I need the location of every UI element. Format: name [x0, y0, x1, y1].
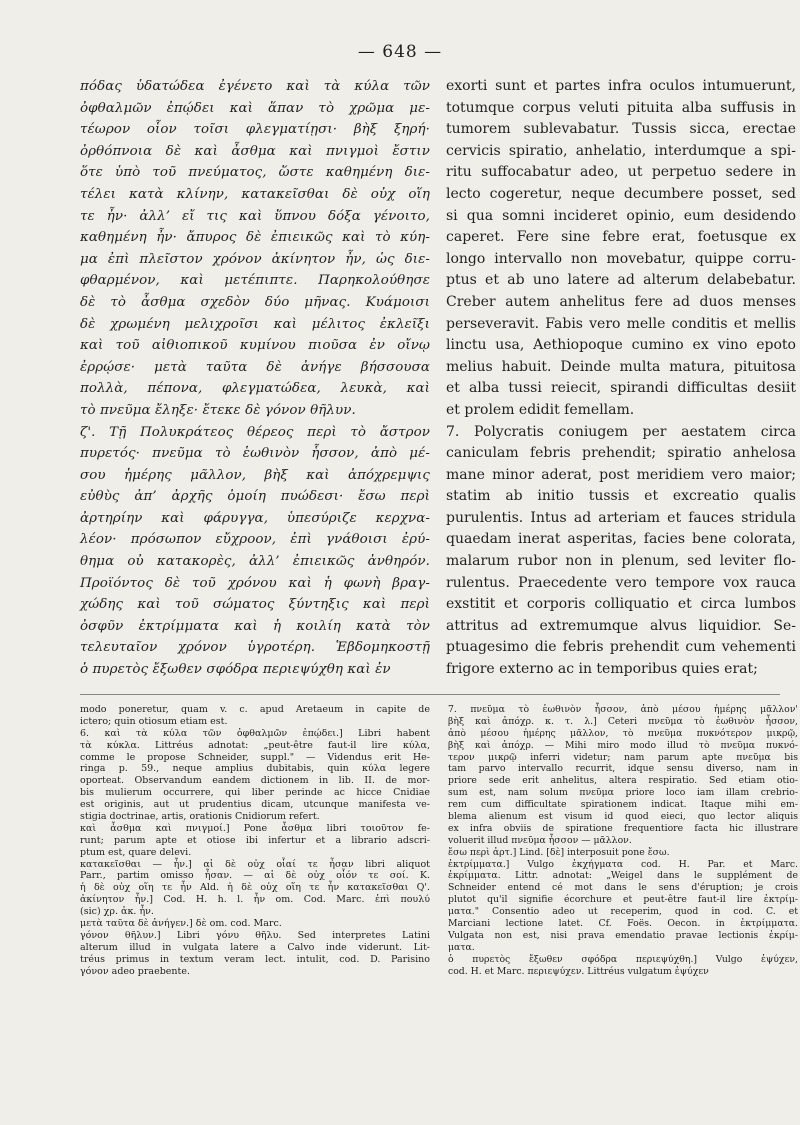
- latin-text-line: Creber autem anhelitus fere ad duos menses: [446, 293, 796, 310]
- greek-text-line: τελευταῖον χρόνον ὑγροτέρη. Ἑβδομηκοστῇ: [80, 640, 430, 656]
- latin-text-line: exstitit et corporis colliquatio et circa lumbos: [446, 596, 796, 613]
- latin-text-line: rulentus. Praecedente vero tempore vox rauca: [446, 574, 796, 591]
- footnote-line: est originis, aut ut prudentius dicam, utcunque manifesta ve-: [80, 799, 430, 811]
- footnote-line: ringa p. 59., neque amplius dubitabis, quin κύλα legere: [80, 763, 430, 775]
- latin-text-line: tumorem sublevabatur. Tussis sicca, erectae: [446, 121, 796, 138]
- footnote-line: βὴξ καὶ ἀπόχρ. κ. τ. λ.] Ceteri πνεῦμα τὸ ἑωθινὸν ἧσσον,: [448, 715, 798, 727]
- latin-text-line: et prolem edidit femellam.: [446, 401, 635, 418]
- greek-text-line: ἐρρῴσε· μετὰ ταῦτα δὲ ἀνήγε βήσσουσα: [80, 359, 430, 375]
- footnote-line: βὴξ καὶ ἀπόχρ. — Mihi miro modo illud τὸ πνεῦμα πυκνό-: [448, 739, 798, 751]
- footnote-line: Parr., partim omisso ἦσαν. — αἱ δὲ οὐχ οἷόν τε σοί. K.: [80, 870, 430, 882]
- footnote-line: γόνον θῆλυν.] Libri γόνυ θῆλυ. Sed interpretes Latini: [80, 929, 430, 941]
- latin-text-line: purulentis. Intus ad arteriam et fauces stridula: [446, 509, 796, 526]
- footnote-line: alterum illud in vulgata latere a Calvo inde viderunt. Lit-: [80, 941, 430, 953]
- footnote-line: Schneider entend cé mot dans le sens d'éruption; je crois: [448, 882, 798, 894]
- footnote-line: ματα." Consentio adeo ut receperim, quod in cod. C. et: [448, 906, 798, 918]
- latin-text-line: exorti sunt et partes infra oculos intumuerunt,: [446, 78, 796, 94]
- page-number: — 648 —: [357, 42, 443, 62]
- footnote-line: ptum est, quare delevi.: [80, 846, 192, 858]
- latin-text-line: lecto cogeretur, neque decumbere posset, sed: [446, 185, 796, 202]
- footnote-line: 7. πνεῦμα τὸ ἑωθινὸν ἧσσον, ἀπὸ μέσου ἡμέρης μᾶλλον': [448, 704, 798, 715]
- greek-text-line: πολλὰ, πέπονα, φλεγματώδεα, λευκὰ, καὶ: [80, 381, 430, 397]
- footnote-line: cod. H. et Marc. περιεψύχεν. Littréus vulgatum ἐψύχεν: [448, 965, 709, 977]
- greek-text-line: ὅτε ὑπὸ τοῦ πνεύματος, ὥστε καθημένη διε-: [80, 165, 430, 181]
- greek-text-line: μα ἐπὶ πλεῖστον χρόνον ἀκίνητον ἦν, ὡς διε-: [80, 251, 430, 267]
- latin-text-line: mane minor aderat, post meridiem vero maior;: [446, 466, 796, 483]
- footnote-line: oporteat. Observandum eandem dictionem in lib. II. de mor-: [80, 775, 430, 787]
- greek-text-line: τε ἦν· ἀλλ’ εἴ τις καὶ ὕπνου δόξα γένοιτο,: [80, 208, 430, 224]
- greek-text-line: τέωρον οἷον τοῖσι φλεγματίῃσι· βὴξ ξηρή·: [80, 122, 430, 138]
- footnote-line: plutot qu'il signifie écorchure et peut-être faut-il lire ἐκτρίμ-: [448, 894, 798, 906]
- greek-text-line: ὀρθόπνοια δὲ καὶ ἆσθμα καὶ πνιγμοὶ ἔστιν: [80, 143, 430, 159]
- footnotes-right-column: [448, 704, 798, 977]
- greek-text-line: εὐθὺς ἀπ’ ἀρχῆς ὁμοίη πυώδεσι· ἔσω περὶ: [80, 489, 430, 505]
- footnote-line: τὰ κύκλα. Littréus adnotat: „peut-être faut-il lire κύλα,: [80, 739, 430, 751]
- greek-text-line: ὁ πυρετὸς ἔξωθεν σφόδρα περιεψύχθη καὶ ἐν: [80, 662, 391, 678]
- greek-text-line: Προϊόντος δὲ τοῦ χρόνου καὶ ἡ φωνὴ βραγ-: [80, 575, 430, 591]
- footnote-line: blema alienum est visum id quod eieci, quo lector aliquis: [448, 811, 798, 823]
- footnote-line: μετὰ ταῦτα δὲ ἀνήγεν.] δὲ om. cod. Marc.: [80, 918, 282, 930]
- footnote-line: καὶ ἆσθμα καὶ πνιγμοί.] Pone ἆσθμα libri τοιοῦτον fe-: [80, 822, 430, 834]
- footnote-line: voluerit illud πνεῦμα ἧσσον — μᾶλλον.: [448, 834, 632, 846]
- footnote-line: 6. καὶ τὰ κύλα τῶν ὀφθαλμῶν ἐπῴδει.] Libri habent: [80, 727, 430, 739]
- latin-text-line: 7. Polycratis coniugem per aestatem circa: [446, 423, 796, 440]
- greek-text-line: φθαρμένον, καὶ μετέπιπτε. Παρηκολούθησε: [80, 273, 430, 289]
- latin-text-line: si qua somni incideret opinio, eum desidendo: [446, 207, 796, 224]
- footnote-line: ἀπὸ μέσου ἡμέρης μᾶλλον, τὸ πνεῦμα πυκνότερον μικρῷ,: [448, 727, 798, 739]
- greek-text-line: καθημένη ἦν· ἄπυρος δὲ ἐπιεικῶς καὶ τὸ κύη-: [80, 230, 430, 246]
- latin-text-line: statim ab initio tussis et excreatio qualis: [446, 488, 796, 505]
- greek-text-line: καὶ τοῦ αἰθιοπικοῦ κυμίνου πιοῦσα ἐν οἴνῳ: [80, 338, 430, 354]
- latin-text-line: et alba tussi reiecit, spirandi difficultas desiit: [446, 380, 796, 397]
- greek-text-line: θημα οὐ κατακορὲς, ἀλλ’ ἐπιεικῶς ἀνθηρόν.: [80, 554, 430, 570]
- greek-text-line: πυρετός· πνεῦμα τὸ ἑωθινὸν ἧσσον, ἀπὸ μέ-: [80, 446, 430, 462]
- latin-text-line: linctu usa, Aethiopoque cumino ex vino epoto: [446, 337, 796, 354]
- footnote-line: ἔσω περὶ ἀρτ.] Lind. [δὲ] interposuit pone ἔσω.: [448, 846, 670, 858]
- latin-text-line: longo intervallo non movebatur, quippe corru-: [446, 250, 796, 267]
- footnote-line: ἀκίνητον ἦν.] Cod. H. h. l. ἦν om. Cod. Marc. ἐπὶ πουλύ: [80, 894, 430, 906]
- footnotes-left-column: [80, 704, 430, 977]
- latin-text-line: melius habuit. Deinde multa matura, pituitosa: [446, 358, 796, 375]
- latin-text-line: ritu suffocabatur adeo, ut perpetuo sedere in: [446, 164, 796, 181]
- greek-text-line: ὀσφῦν ἐκτρίμματα καὶ ἡ κοιλίη κατὰ τὸν: [80, 618, 430, 634]
- greek-text-line: λέον· πρόσωπον εὔχροον, ἐπὶ γνάθοισι ἐρύ-: [80, 532, 430, 548]
- footnote-line: ictero; quin otiosum etiam est.: [80, 715, 228, 727]
- footnote-line: ex infra obviis de spiratione frequentiore facta hic illustrare: [448, 822, 798, 834]
- greek-text-line: χώδης καὶ τοῦ σώματος ξύντηξις καὶ περὶ: [80, 597, 430, 613]
- footnote-line: Marciani lectione latet. Cf. Foës. Oecon. in ἐκτρίμματα.: [448, 918, 798, 930]
- latin-text-line: caperet. Fere sine febre erat, foetusque ex: [446, 229, 796, 246]
- latin-text-column: [446, 76, 796, 681]
- footnote-line: runt; parum apte et otiose ibi infertur et a librario adscri-: [80, 834, 430, 846]
- footnote-line: sum est, nam solum πνεῦμα priore loco iam illam crebrio-: [448, 787, 798, 799]
- greek-text-line: ζ'. Τῇ Πολυκράτεος θέρεος περὶ τὸ ἄστρον: [80, 424, 430, 440]
- greek-text-line: δὲ χρωμένη μελιχροῖσι καὶ μέλιτος ἐκλεῖξι: [80, 316, 430, 332]
- footnote-line: (sic) χρ. ἀκ. ἦν.: [80, 906, 154, 918]
- greek-text-line: σου ἡμέρης μᾶλλον, βὴξ καὶ ἀπόχρεμψις: [80, 467, 430, 483]
- footnote-line: rem cum difficultate spirationem indicat. Itaque mihi em-: [448, 799, 798, 811]
- footnote-line: ἐκρίμματα. Littr. adnotat: „Weigel dans le supplément de: [448, 870, 798, 882]
- footnote-line: tréus primus in textum veram lect. intulit, cod. D. Parisino: [80, 953, 430, 965]
- footnote-line: ἡ δὲ οὐχ οἵη τε ἦν Ald. ἡ δὲ οὐχ οἵη τε ἦν κατακεῖσθαι Q'.: [80, 882, 430, 894]
- latin-text-line: cervicis spiratio, anhelatio, interdumque a spi-: [446, 142, 796, 159]
- latin-text-line: frigore externo ac in temporibus quies erat;: [446, 661, 758, 678]
- greek-text-line: δὲ τὸ ἆσθμα σχεδὸν δύο μῆνας. Κυάμοισι: [80, 294, 430, 310]
- latin-text-line: perseveravit. Fabis vero melle conditis et mellis: [446, 315, 796, 332]
- latin-text-line: ptus et ab uno latere ad alterum delabebatur.: [446, 272, 796, 289]
- footnote-line: γόνον adeo praebente.: [80, 965, 190, 977]
- greek-text-line: τὸ πνεῦμα ἔληξε· ἔτεκε δὲ γόνον θῆλυν.: [80, 402, 356, 418]
- greek-text-line: πόδας ὑδατώδεα ἐγένετο καὶ τὰ κύλα τῶν: [80, 79, 430, 94]
- footnote-line: ματα.: [448, 941, 475, 953]
- footnote-line: priore sede erit anhelitus, altera respiratio. Sed etiam otio-: [448, 775, 798, 787]
- latin-text-line: totumque corpus veluti pituita alba suffusis in: [446, 99, 796, 116]
- footnote-line: Vulgata non est, nisi prava emendatio pravae lectionis ἐκρίμ-: [448, 929, 798, 941]
- greek-text-line: ὀφθαλμῶν ἐπῴδει καὶ ἅπαν τὸ χρῶμα με-: [80, 100, 430, 116]
- footnote-rule: [80, 694, 780, 695]
- latin-text-line: malarum rubor non in plenum, sed leviter flo-: [446, 553, 796, 570]
- footnote-line: ἐκτρίμματα.] Vulgo ἐκχήγματα cod. H. Par. et Marc.: [448, 858, 798, 870]
- latin-text-line: caniculam febris prehendit; spiratio anhelosa: [446, 445, 796, 462]
- footnote-line: comme le propose Schneider, suppl." — Videndus erit He-: [80, 751, 430, 763]
- greek-text-column: [80, 76, 430, 681]
- latin-text-line: quaedam inerat asperitas, facies bene colorata,: [446, 531, 796, 548]
- footnote-line: modo poneretur, quam v. c. apud Aretaeum in capite de: [80, 704, 430, 715]
- latin-text-line: ptuagesimo die febris prehendit cum vehementi: [446, 639, 796, 656]
- footnote-line: κατακεῖσθαι — ἦν.] αἱ δὲ οὐχ οἷαί τε ἦσαν libri aliquot: [80, 858, 430, 870]
- greek-text-line: ἀρτηρίην καὶ φάρυγγα, ὑπεσύριζε κερχνα-: [80, 510, 430, 526]
- greek-text-line: τέλει κατὰ κλίνην, κατακεῖσθαι δὲ οὐχ οἵη: [80, 186, 430, 202]
- footnote-line: τερον μικρῷ inferri videtur; nam parum apte πνεῦμα bis: [448, 751, 798, 763]
- footnote-line: tam parvo intervallo recurrit, idque sensu diverso, nam in: [448, 763, 798, 775]
- latin-text-line: attritus ad extremumque alvus liquidior. Se-: [446, 617, 796, 634]
- footnote-line: bis mulierum occurrere, qui liber perinde ac hicce Cnidiae: [80, 787, 430, 799]
- footnote-line: stigia doctrinae, artis, orationis Cnidiorum refert.: [80, 811, 320, 823]
- footnote-line: ὁ πυρετὸς ἔξωθεν σφόδρα περιεψύχθη.] Vulgo ἐψύχεν,: [448, 953, 798, 965]
